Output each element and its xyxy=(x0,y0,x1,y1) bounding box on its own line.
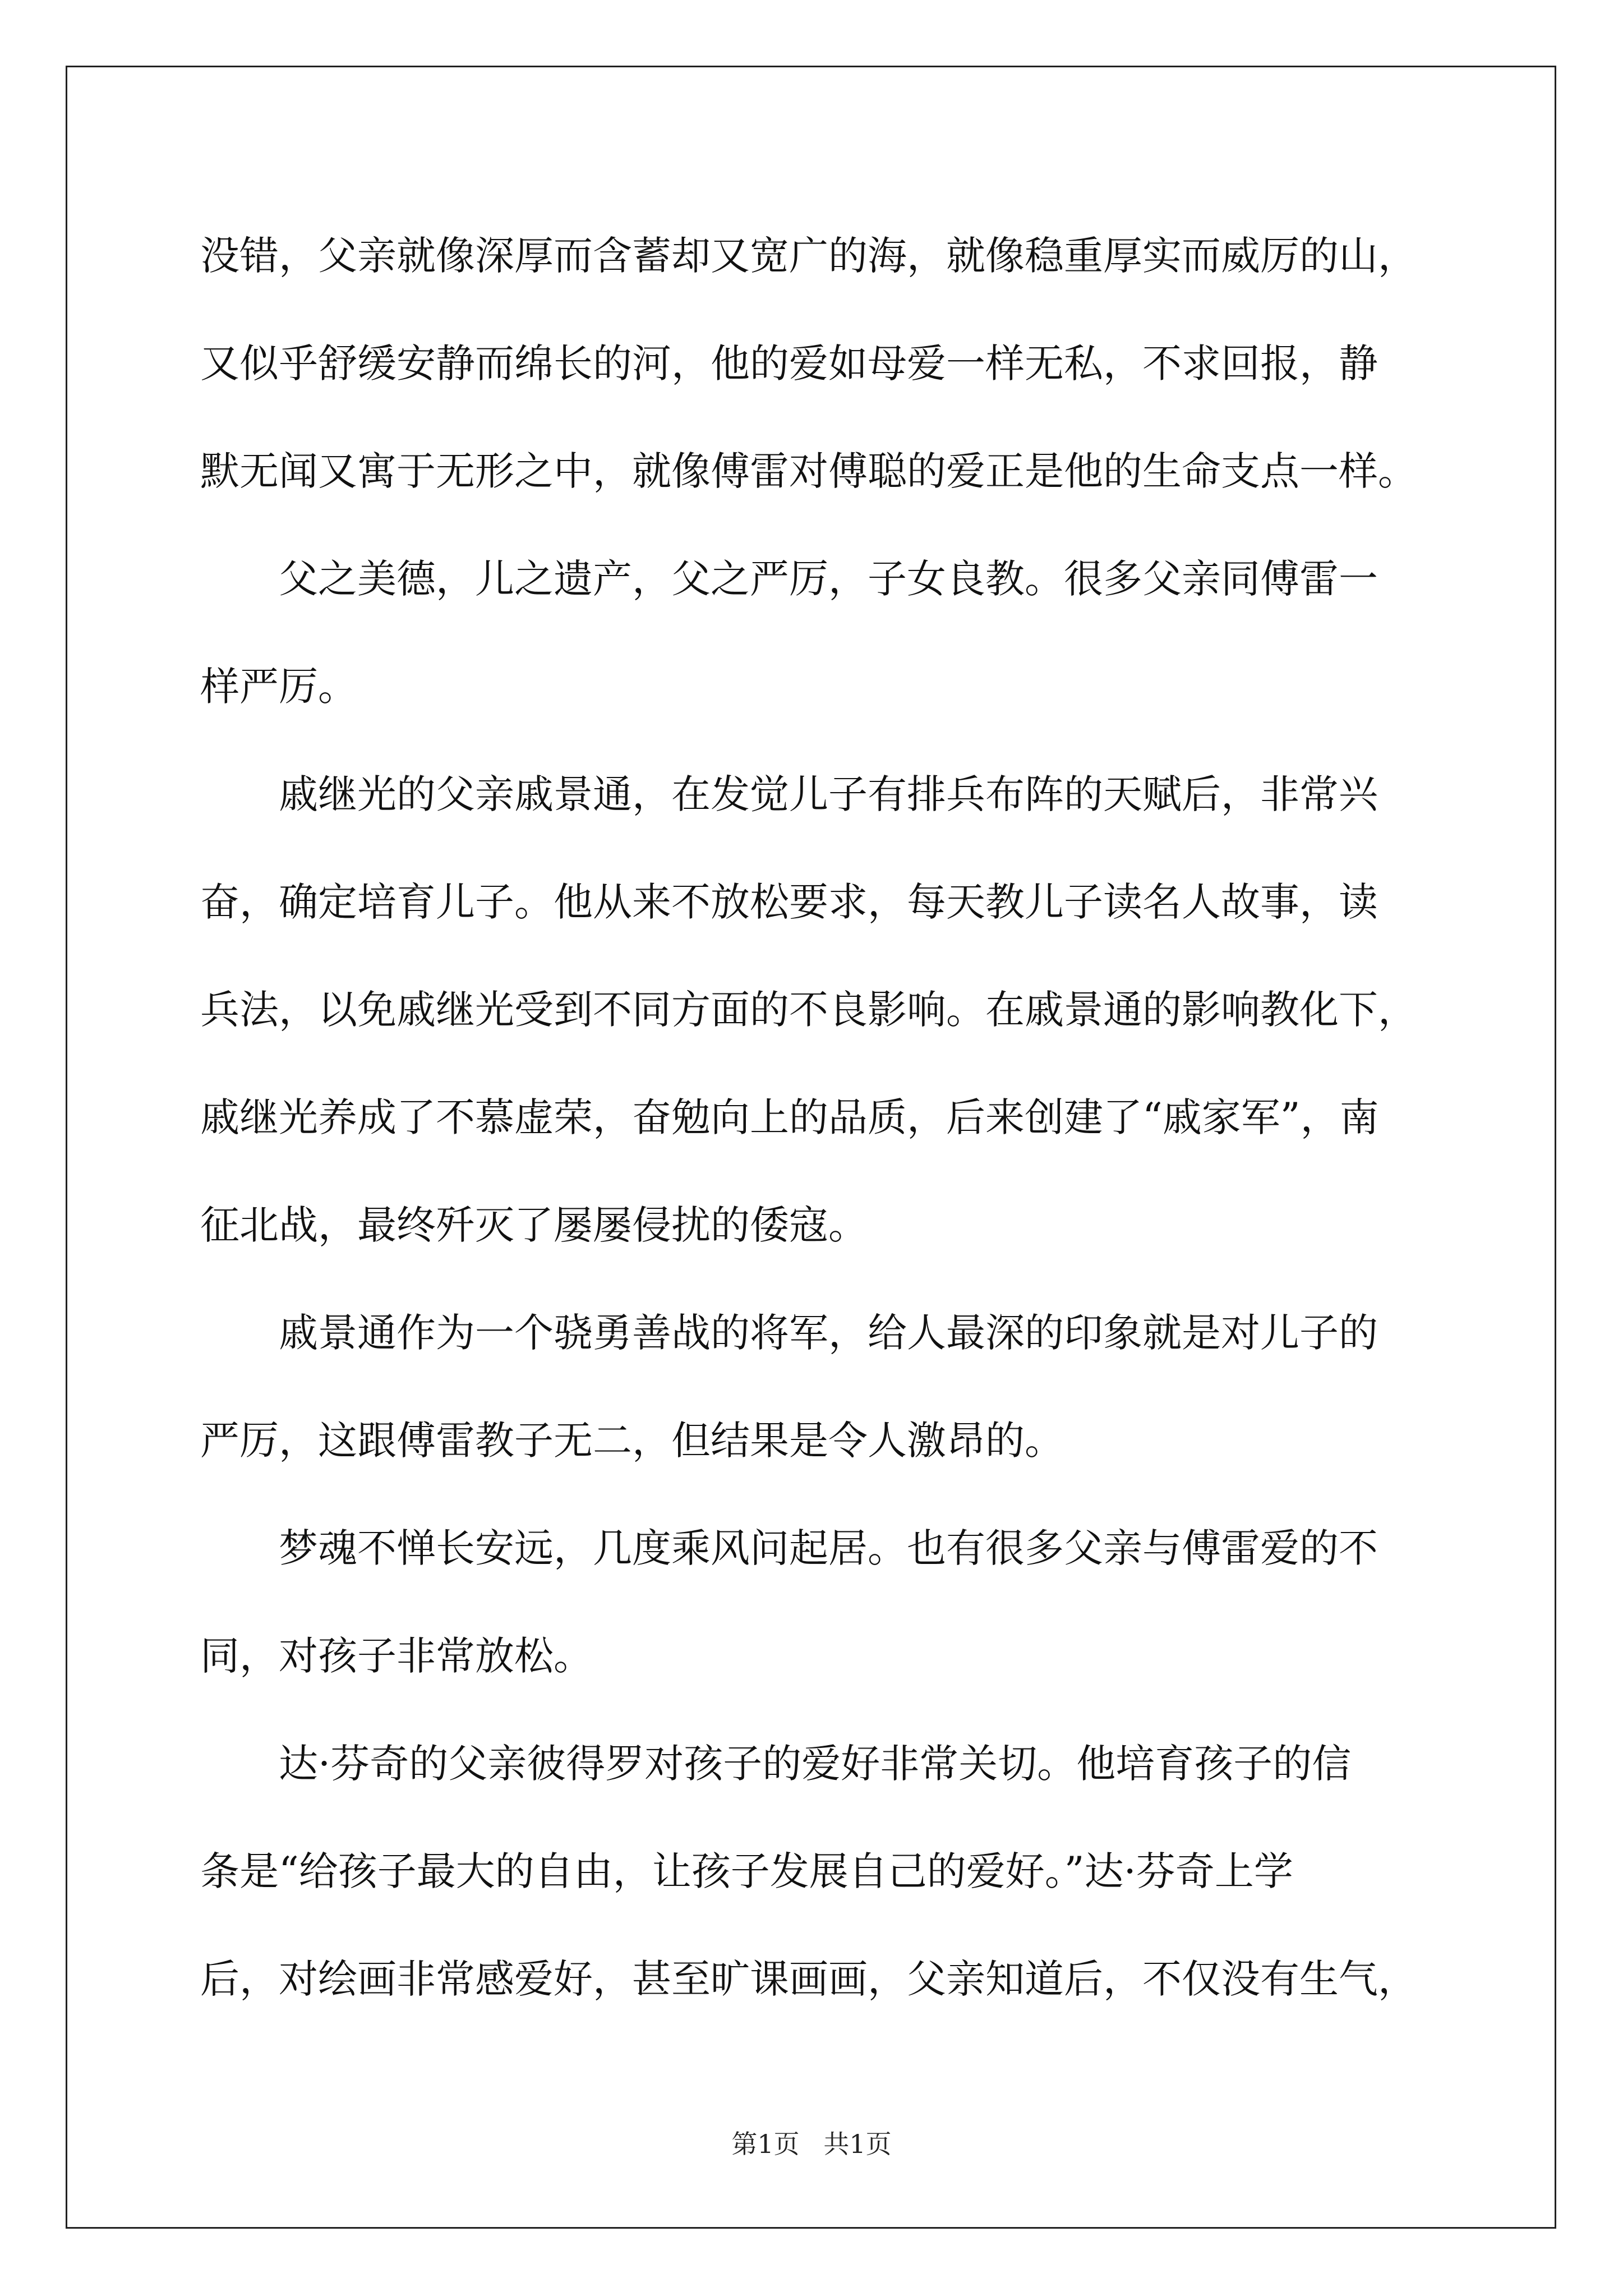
text-line-7: 奋，确定培育儿子。他从来不放松要求，每天教儿子读名人故事，读 xyxy=(200,879,1378,925)
text-line-11: 戚景通作为一个骁勇善战的将军，给人最深的印象就是对儿子的 xyxy=(200,1310,1378,1356)
text-line-4: 父之美德，儿之遗产，父之严厉，子女良教。很多父亲同傅雷一 xyxy=(200,556,1378,602)
text-line-6: 戚继光的父亲戚景通，在发觉儿子有排兵布阵的天赋后，非常兴 xyxy=(200,771,1378,817)
page-total: 共1页 xyxy=(823,2129,892,2159)
text-line-8: 兵法，以免戚继光受到不同方面的不良影响。在戚景通的影响教化下， xyxy=(200,987,1417,1033)
text-line-10: 征北战，最终歼灭了屡屡侵扰的倭寇。 xyxy=(200,1202,868,1248)
text-line-9: 戚继光养成了不慕虚荣，奋勉向上的品质，后来创建了“戚家军”，南 xyxy=(200,1094,1379,1140)
text-line-15: 达·芬奇的父亲彼得罗对孩子的爱好非常关切。他培育孩子的信 xyxy=(200,1741,1352,1787)
page-footer xyxy=(0,2127,1623,2161)
text-line-13: 梦魂不惮长安远，几度乘风问起居。也有很多父亲与傅雷爱的不 xyxy=(200,1525,1378,1571)
page-number: 第1页 xyxy=(731,2129,800,2159)
text-line-17: 后，对绘画非常感爱好，甚至旷课画画，父亲知道后，不仅没有生气， xyxy=(200,1956,1417,2002)
text-line-1: 没错，父亲就像深厚而含蓄却又宽广的海，就像稳重厚实而威厉的山， xyxy=(200,233,1417,279)
text-line-2: 又似乎舒缓安静而绵长的河，他的爱如母爱一样无私，不求回报，静 xyxy=(200,341,1378,386)
text-line-16: 条是“给孩子最大的自由，让孩子发展自己的爱好。”达·芬奇上学 xyxy=(200,1848,1293,1894)
text-line-12: 严厉，这跟傅雷教子无二，但结果是令人激昂的。 xyxy=(200,1418,1064,1464)
text-line-3: 默无闻又寓于无形之中，就像傅雷对傅聪的爱正是他的生命支点一样。 xyxy=(200,448,1417,494)
text-line-5: 样严厉。 xyxy=(200,664,357,710)
document-body xyxy=(200,202,1428,2033)
text-line-14: 同，对孩子非常放松。 xyxy=(200,1633,593,1679)
